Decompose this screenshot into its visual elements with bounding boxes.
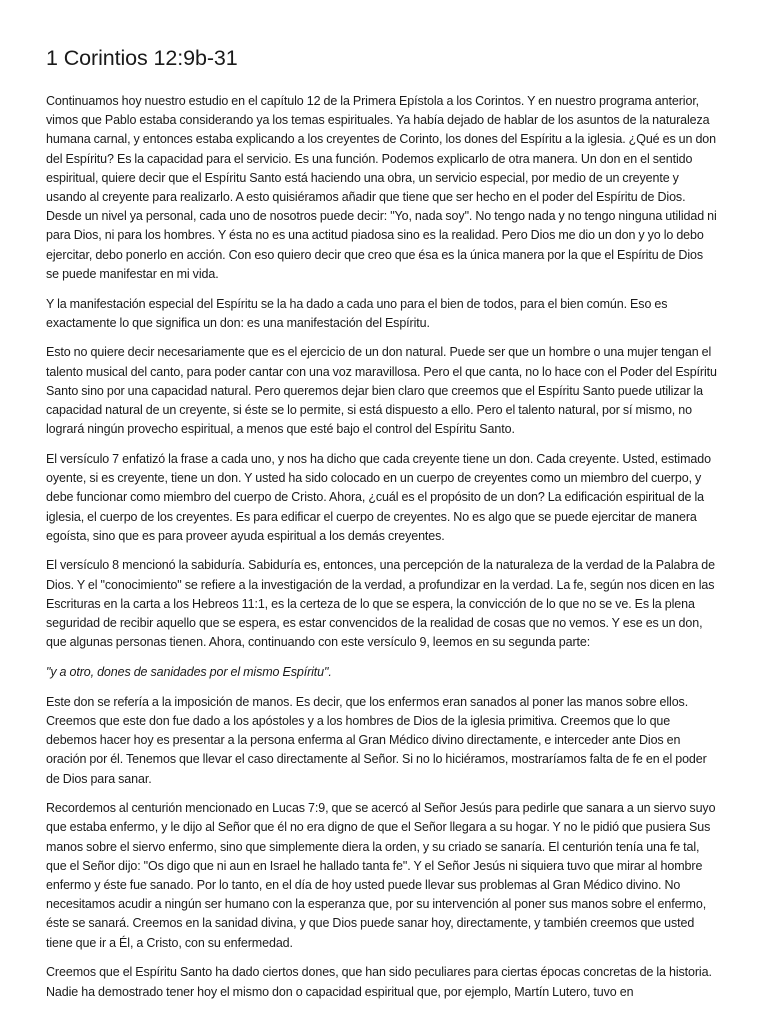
paragraph-9: Creemos que el Espíritu Santo ha dado ciertos dones, que han sido peculiares para ciertas épocas concretas de la historia. Nadie ha demostrado tener hoy el mismo don o capacidad espiritual que, por ejemplo, Martín Lutero, tuvo en bbox=[46, 965, 712, 999]
document-page bbox=[46, 44, 718, 1012]
paragraph-1: Continuamos hoy nuestro estudio en el capítulo 12 de la Primera Epístola a los Corintos. Y en nuestro programa anterior, vimos que Pablo estaba considerando ya los temas espirituales. Ya había dejado de hablar de los asuntos de la naturaleza humana carnal, y entonces estaba explicando a los creyentes de Corinto, los dones del Espíritu a la iglesia. ¿Qué es un don del Espíritu? Es la capacidad para el servicio. Es una función. Podemos explicarlo de otra manera. Un don en el sentido espiritual, quiere decir que el Espíritu Santo está haciendo una obra, un servicio especial, por medio de un creyente y usando al creyente para realizarlo. A esto quisiéramos añadir que tiene que ser hecho en el poder del Espíritu de Dios. Desde un nivel ya personal, cada uno de nosotros puede decir: "Yo, nada soy". No tengo nada y no tengo ninguna utilidad ni para Dios, ni para los hombres. Y ésta no es una actitud piadosa sino es la realidad. Pero Dios me dio un don y yo lo debo ejercitar, debo ponerlo en acción. Con eso quiero decir que creo que ésa es la única manera por la que el Espíritu de Dios se puede manifestar en mi vida. bbox=[46, 94, 717, 281]
paragraph-4: El versículo 7 enfatizó la frase a cada uno, y nos ha dicho que cada creyente tiene un don. Cada creyente. Usted, estimado oyente, si es creyente, tiene un don. Y usted ha sido colocado en un cuerpo de creyentes como un miembro del cuerpo, y debe funcionar como miembro del cuerpo de Cristo. Ahora, ¿cuál es el propósito de un don? La edificación espiritual de la iglesia, el cuerpo de los creyentes. Es para edificar el cuerpo de creyentes. No es algo que se puede ejercitar de manera egoísta, sino que es para proveer ayuda espiritual a los demás creyentes. bbox=[46, 451, 711, 543]
paragraph-2: Y la manifestación especial del Espíritu se la ha dado a cada uno para el bien de todos, para el bien común. Eso es exactamente lo que significa un don: es una manifestación del Espíritu. bbox=[46, 296, 668, 330]
paragraph-8: Recordemos al centurión mencionado en Lucas 7:9, que se acercó al Señor Jesús para pedirle que sanara a un siervo suyo que estaba enfermo, y le dijo al Señor que él no era digno de que el Señor llegara a su hogar. Y no le pidió que pusiera Sus manos sobre el siervo enfermo, sino que simplemente diera la orden, y su criado se sanaría. El centurión tenía una fe tal, que el Señor dijo: "Os digo que ni aun en Israel he hallado tanta fe". Y el Señor Jesús ni siquiera tuvo que mirar al hombre enfermo y éste fue sanado. Por lo tanto, en el día de hoy usted puede llevar sus problemas al Gran Médico divino. No necesitamos acudir a ningún ser humano con la esperanza que, por su intervención al poner sus manos sobre el enfermo, éste se sanará. Creemos en la sanidad divina, y que Dios puede sanar hoy, directamente, y también creemos que usted tiene que ir a Él, a Cristo, con su enfermedad. bbox=[46, 801, 716, 950]
paragraph-5: El versículo 8 mencionó la sabiduría. Sabiduría es, entonces, una percepción de la naturaleza de la verdad de la Palabra de Dios. Y el "conocimiento" se refiere a la investigación de la verdad, a profundizar en la verdad. La fe, según nos dicen en las Escrituras en la carta a los Hebreos 11:1, es la certeza de lo que se espera, la convicción de lo que no se ve. Es la plena seguridad de recibir aquello que se espera, es estar convencidos de la realidad de cosas que no vemos. Y ese es un don, que algunas personas tienen. Ahora, continuando con este versículo 9, leemos en su segunda parte: bbox=[46, 558, 715, 650]
scripture-quote: "y a otro, dones de sanidades por el mismo Espíritu". bbox=[46, 664, 332, 679]
document-title: 1 Corintios 12:9b-31 bbox=[46, 46, 238, 70]
paragraph-7: Este don se refería a la imposición de manos. Es decir, que los enfermos eran sanados al poner las manos sobre ellos. Creemos que este don fue dado a los apóstoles y a los hombres de Dios de la iglesia primitiva. Creemos que lo que debemos hacer hoy es presentar a la persona enferma al Gran Médico divino directamente, e interceder ante Dios en oración por él. Tenemos que llevar el caso directamente al Señor. Si no lo hiciéramos, mostraríamos falta de fe en el poder de Dios para sanar. bbox=[46, 694, 707, 786]
paragraph-3: Esto no quiere decir necesariamente que es el ejercicio de un don natural. Puede ser que un hombre o una mujer tengan el talento musical del canto, para poder cantar con una voz maravillosa. Pero el que canta, no lo hace con el Poder del Espíritu Santo sino por una capacidad natural. Pero queremos dejar bien claro que creemos que el Espíritu Santo puede utilizar la capacidad natural de un creyente, si éste se lo permite, si está dispuesto a ello. Pero el talento natural, por sí mismo, no logrará ningún provecho espiritual, a menos que esté bajo el control del Espíritu Santo. bbox=[46, 345, 717, 437]
